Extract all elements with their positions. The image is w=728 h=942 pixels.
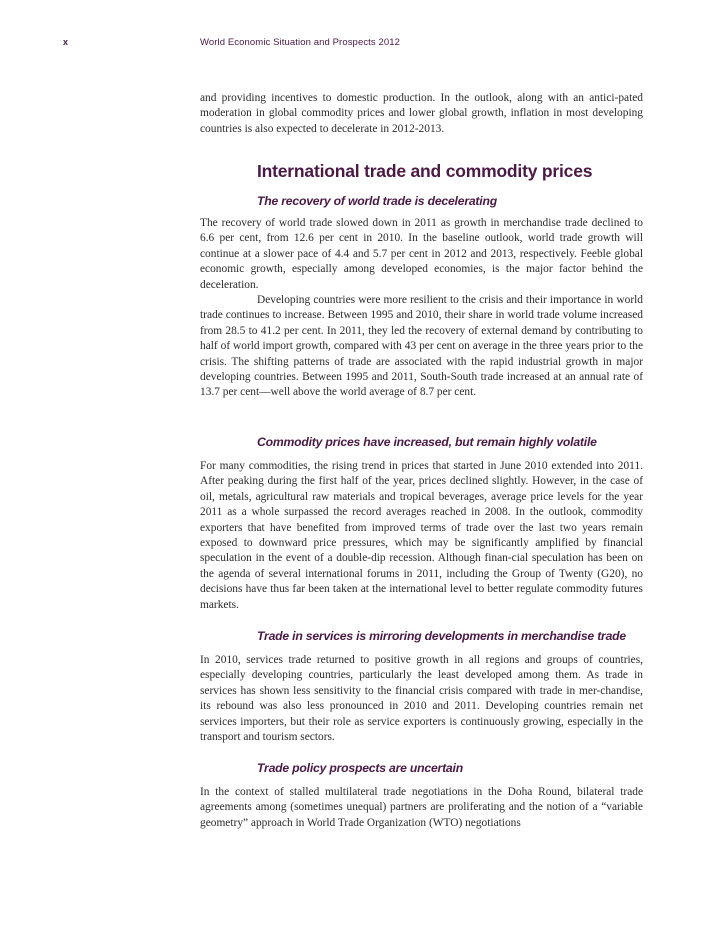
paragraph: In the context of stalled multilateral trade negotiations in the Doha Round, bilateral trade agreements among (sometimes unequal) partners are proliferating and the notion of a “variable geometry” approach in World Trade Organization (WTO) negotiations bbox=[200, 786, 643, 829]
services-trade-text bbox=[200, 653, 643, 745]
paragraph: In 2010, services trade returned to positive growth in all regions and groups of countries, especially developing countries, particularly the least developed among them. As trade in services has shown less sensitivity to the financial crisis compared with trade in mer-chandise, its rebound was also less pronounced in 2010 and 2011. Developing countries remain net services importers, but their role as service exporters is continuously growing, especially in the transport and tourism sectors. bbox=[200, 654, 643, 744]
paragraph: The recovery of world trade slowed down in 2011 as growth in merchandise trade declined to 6.6 per cent, from 12.6 per cent in 2010. In the baseline outlook, world trade growth will continue at a slower pace of 4.4 and 5.7 per cent in 2012 and 2013, respectively. Feeble global economic growth, especially among developed economies, is the major factor behind the deceleration. bbox=[200, 217, 643, 291]
page-marker: x bbox=[63, 37, 69, 47]
section-title: International trade and commodity prices bbox=[257, 161, 593, 181]
trade-policy-text bbox=[200, 785, 643, 831]
paragraph: For many commodities, the rising trend in prices that started in June 2010 extended into 2011. After peaking during the first half of the year, prices declined slightly. However, in the case of oil, metals, agricultural raw materials and tropical beverages, average price levels for the year 2011 as a whole surpassed the record averages reached in 2008. In the outlook, commodity exporters that have benefited from improved terms of trade over the last two years remain exposed to downward price pressures, which may be significantly amplified by financial speculation in the event of a double-dip recession. Although finan-cial speculation has been on the agenda of several international forums in 2011, including the Group of Twenty (G20), no decisions have thus far been taken at the international level to better regulate commodity futures markets. bbox=[200, 460, 643, 611]
commodity-prices-text bbox=[200, 459, 643, 613]
intro-paragraph: and providing incentives to domestic production. In the outlook, along with an antici-pated moderation in global commodity prices and lower global growth, inflation in most developing countries is also expected to decelerate in 2012-2013. bbox=[200, 92, 643, 135]
subsection-heading-commodity-prices: Commodity prices have increased, but remain highly volatile bbox=[257, 435, 597, 449]
intro-text bbox=[200, 91, 643, 137]
paragraph: Developing countries were more resilient to the crisis and their importance in world trade continues to increase. Between 1995 and 2010, their share in world trade volume increased from 28.5 to 41.2 per cent. In 2011, they led the recovery of external demand by contributing to half of world import growth, compared with 43 per cent on average in the three years prior to the crisis. The shifting patterns of trade are associated with the rapid industrial growth in major developing countries. Between 1995 and 2011, South-South trade increased at an annual rate of 13.7 per cent—well above the world average of 8.7 per cent. bbox=[200, 294, 643, 399]
subsection-heading-services-trade: Trade in services is mirroring developments in merchandise trade bbox=[257, 629, 626, 643]
running-head: World Economic Situation and Prospects 2012 bbox=[200, 37, 401, 48]
world-trade-text bbox=[200, 216, 643, 401]
subsection-heading-world-trade: The recovery of world trade is decelerating bbox=[257, 194, 497, 208]
subsection-heading-trade-policy: Trade policy prospects are uncertain bbox=[257, 761, 463, 775]
